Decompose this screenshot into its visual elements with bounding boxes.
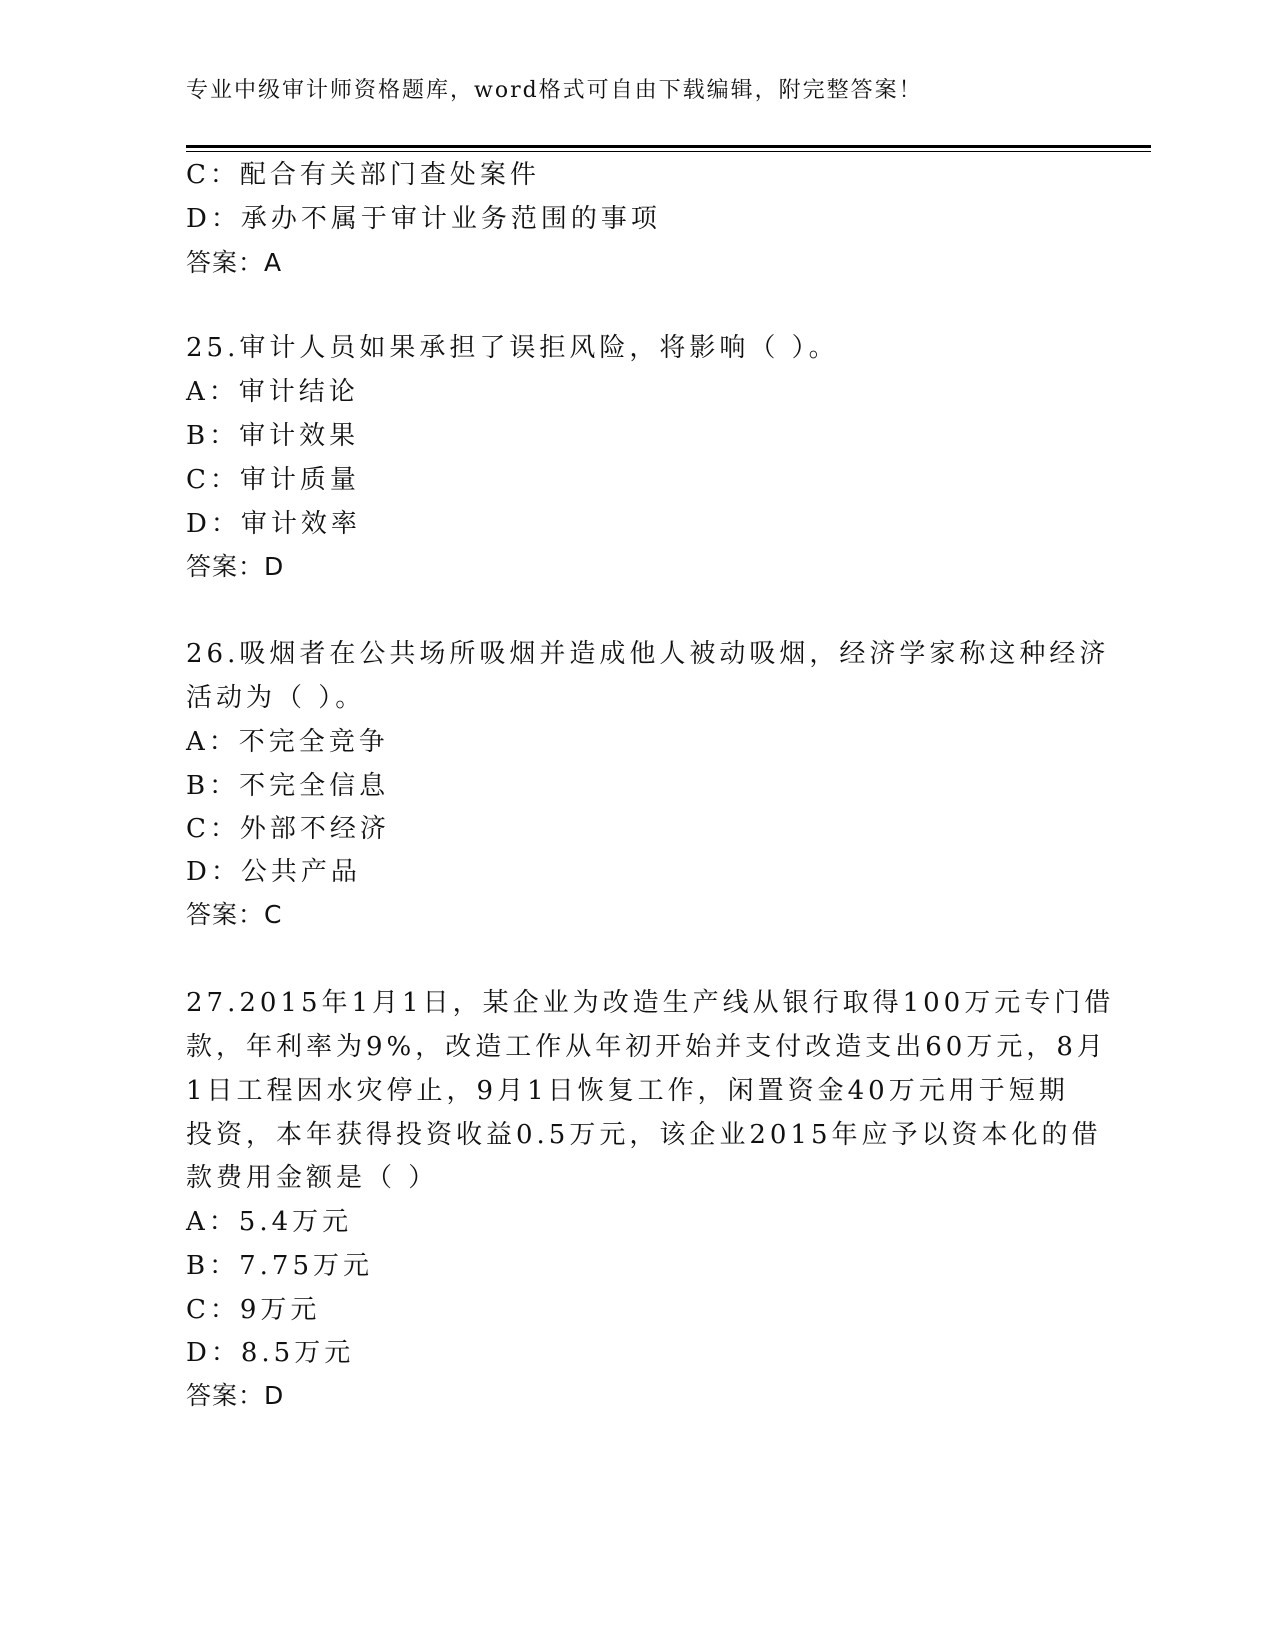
question-stem: 27.2015年1月1日，某企业为改造生产线从银行取得100万元专门借 (186, 988, 1115, 1018)
option-d: D：8.5万元 (186, 1338, 355, 1368)
question-stem-continued: 款费用金额是（ ） (186, 1163, 439, 1193)
option-b: B：审计效果 (186, 421, 360, 451)
option-d: D：承办不属于审计业务范围的事项 (186, 204, 661, 234)
option-a: A：审计结论 (186, 377, 359, 407)
option-c: C：配合有关部门查处案件 (186, 160, 540, 190)
answer-line: 答案：C (186, 900, 283, 929)
header-rule-thin (186, 151, 1151, 152)
option-c: C：审计质量 (186, 465, 360, 495)
question-stem-continued: 活动为（ ）。 (186, 683, 366, 713)
option-d: D：审计效率 (186, 509, 361, 539)
question-stem: 25.审计人员如果承担了误拒风险，将影响（ ）。 (186, 333, 839, 363)
option-c: C：9万元 (186, 1295, 321, 1325)
answer-line: 答案：D (186, 552, 285, 581)
question-stem-continued: 款，年利率为9%，改造工作从年初开始并支付改造支出60万元，8月 (186, 1032, 1107, 1062)
answer-line: 答案：A (186, 248, 283, 277)
option-a: A：不完全竞争 (186, 727, 389, 757)
option-c: C：外部不经济 (186, 814, 390, 844)
option-a: A：5.4万元 (186, 1207, 353, 1237)
answer-line: 答案：D (186, 1381, 285, 1410)
question-stem-continued: 投资，本年获得投资收益0.5万元，该企业2015年应予以资本化的借 (186, 1120, 1102, 1150)
option-b: B：7.75万元 (186, 1251, 373, 1281)
header-rule-thick (186, 145, 1151, 148)
page-header: 专业中级审计师资格题库，word格式可自由下载编辑，附完整答案！ (186, 78, 923, 103)
question-stem: 26.吸烟者在公共场所吸烟并造成他人被动吸烟，经济学家称这种经济 (186, 639, 1110, 669)
option-d: D：公共产品 (186, 857, 361, 887)
option-b: B：不完全信息 (186, 771, 390, 801)
question-stem-continued: 1日工程因水灾停止，9月1日恢复工作，闲置资金40万元用于短期 (186, 1076, 1069, 1106)
